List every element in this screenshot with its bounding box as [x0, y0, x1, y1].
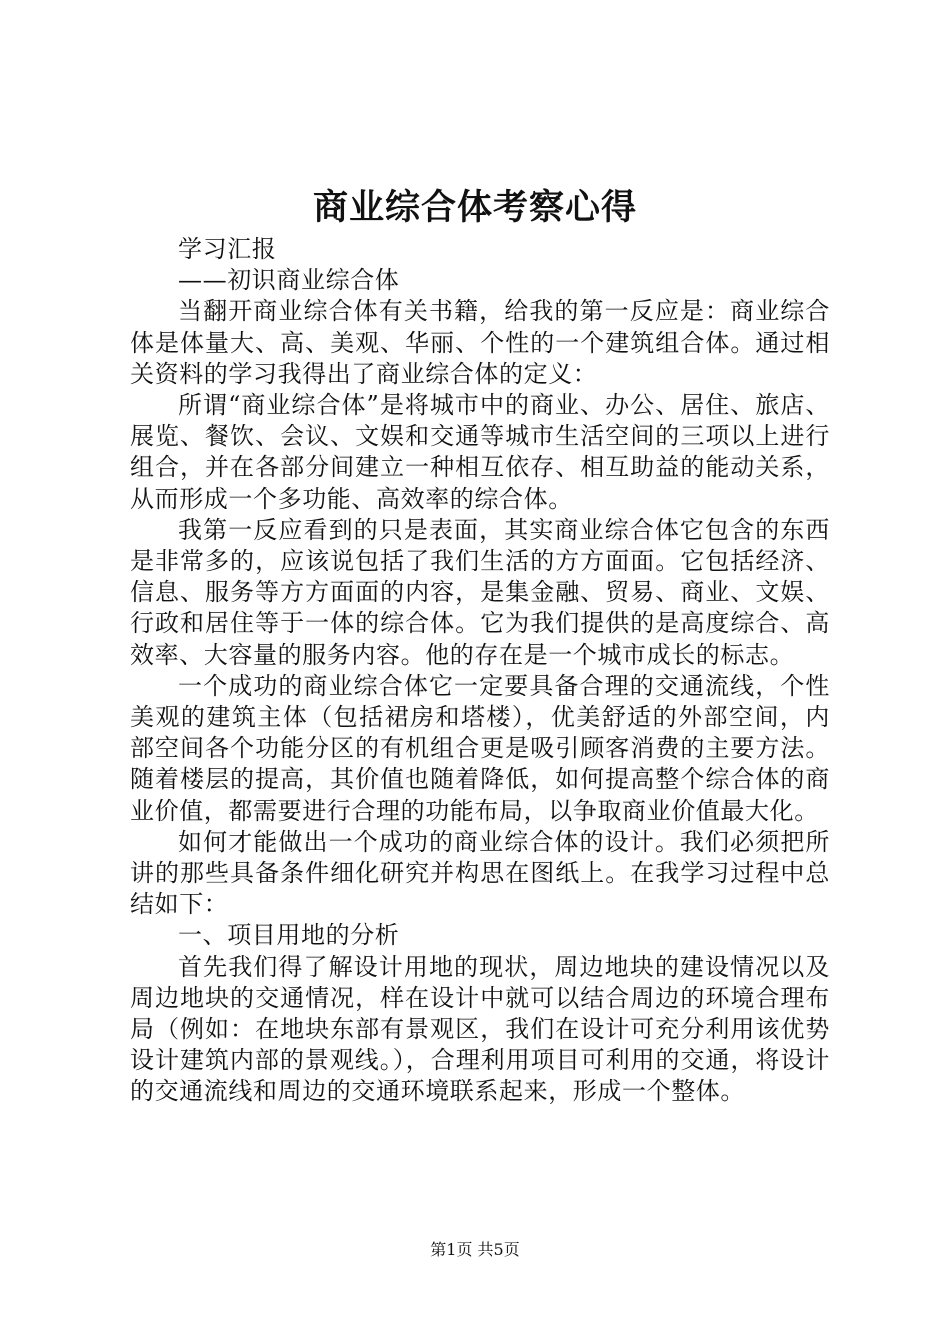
paragraph: 当翻开商业综合体有关书籍，给我的第一反应是：商业综合体是体量大、高、美观、华丽、个性的一个建筑组合体。通过相关资料的学习我得出了商业综合体的定义：: [130, 297, 830, 388]
paragraph: 一个成功的商业综合体它一定要具备合理的交通流线，个性美观的建筑主体（包括裙房和塔楼），优美舒适的外部空间，内部空间各个功能分区的有机组合更是吸引顾客消费的主要方法。随着楼层的提高，其价值也随着降低，如何提高整个综合体的商业价值，都需要进行合理的功能布局，以争取商业价值最大化。: [130, 671, 830, 825]
page-footer: 第1页 共5页: [430, 1240, 520, 1259]
document-title: 商业综合体考察心得: [312, 187, 637, 228]
section-heading: 一、项目用地的分析: [178, 921, 400, 950]
paragraph: 首先我们得了解设计用地的现状，周边地块的建设情况以及周边地块的交通情况，样在设计中就可以结合周边的环境合理布局（例如：在地块东部有景观区，我们在设计可充分利用该优势设计建筑内部的景观线。），合理利用项目可利用的交通，将设计的交通流线和周边的交通环境联系起来，形成一个整体。: [130, 952, 830, 1106]
paragraph: 所谓“商业综合体”是将城市中的商业、办公、居住、旅店、展览、餐饮、会议、文娱和交通等城市生活空间的三项以上进行组合，并在各部分间建立一种相互依存、相互助益的能动关系，从而形成一个多功能、高效率的综合体。: [130, 391, 830, 513]
paragraph-subtitle: ——初识商业综合体: [178, 266, 400, 295]
document-body: [130, 234, 830, 1108]
paragraph: 我第一反应看到的只是表面，其实商业综合体它包含的东西是非常多的，应该说包括了我们生活的方方面面。它包括经济、信息、服务等方方面面的内容，是集金融、贸易、商业、文娱、行政和居住等于一体的综合体。它为我们提供的是高度综合、高效率、大容量的服务内容。他的存在是一个城市成长的标志。: [130, 515, 830, 669]
paragraph: 如何才能做出一个成功的商业综合体的设计。我们必须把所讲的那些具备条件细化研究并构思在图纸上。在我学习过程中总结如下：: [130, 827, 830, 919]
paragraph-report-heading: 学习汇报: [178, 235, 277, 263]
